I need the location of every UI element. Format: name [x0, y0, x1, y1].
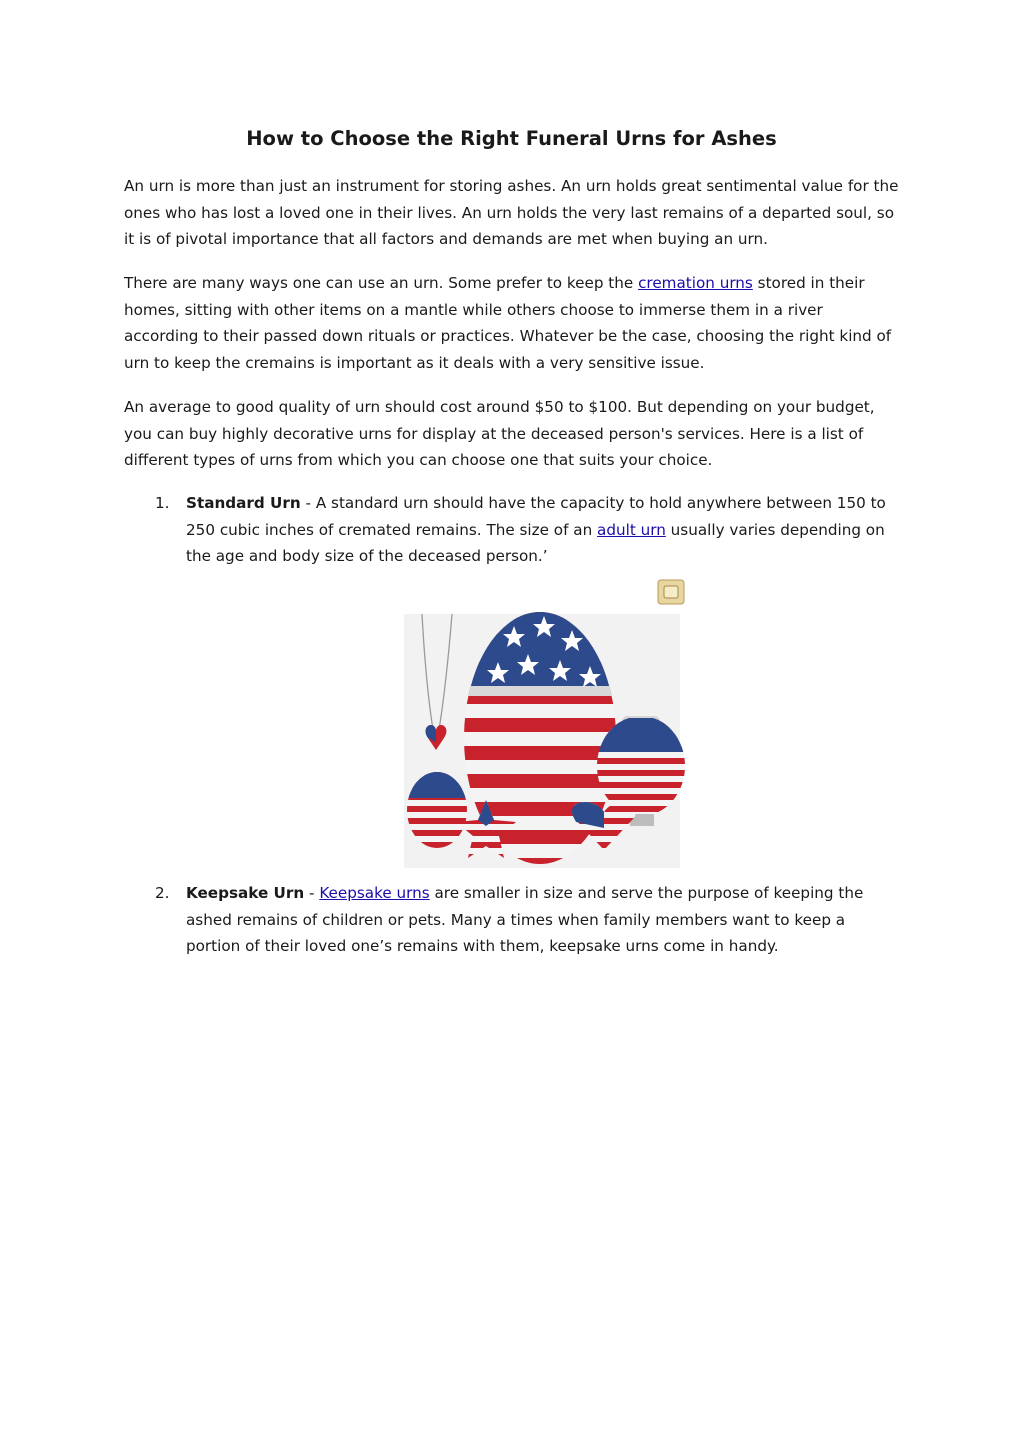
list-item-term: Standard Urn — [186, 494, 301, 512]
list-item-separator: - — [300, 494, 316, 512]
list-item-text-after: usually varies depending on the age and body size of the deceased person.’ — [186, 520, 885, 566]
page-title: How to Choose the Right Funeral Urns for Ashes — [246, 127, 777, 150]
list-item-term: Keepsake Urn — [186, 884, 305, 902]
usage-text-before: There are many ways one can use an urn. Some prefer to keep the — [124, 274, 639, 292]
usage-text-after: stored in their homes, sitting with other items on a mantle while others choose to immerse them in a river according to their passed down rituals or practices. Whatever be the case, choosing the right kind of urn to keep the cremains is important as it deals with a very sensitive issue. — [124, 274, 892, 372]
list-item-keepsake-urn — [124, 880, 900, 960]
list-item-body — [186, 490, 900, 570]
cost-paragraph: An average to good quality of urn should cost around $50 to $100. But depending on your budget, you can buy highly decorative urns for display at the deceased person's services. Here is a list of different types of urns from which you can choose one that suits your choice. — [124, 398, 875, 470]
list-item-text-after: are smaller in size and serve the purpose of keeping the ashed remains of children or pets. Many a times when family members want to keep a portion of their loved one’s remains with them, keepsake urns come in handy. — [186, 884, 864, 956]
list-number: 2. — [155, 884, 170, 902]
intro-paragraph: An urn is more than just an instrument for storing ashes. An urn holds great sentimental value for the ones who has lost a loved one in their lives. An urn holds the very last remains of a departed soul, so it is of pivotal importance that all factors and demands are met when buying an urn. — [124, 177, 899, 249]
american-flag-urns-image — [404, 578, 688, 868]
list-item-separator: - — [304, 884, 320, 902]
list-item-body — [186, 880, 900, 960]
adult-urn-link[interactable]: adult urn — [597, 520, 666, 539]
list-item-standard-urn — [124, 490, 900, 570]
list-item-text-before: A standard urn should have the capacity to hold anywhere between 150 to 250 cubic inches of cremated remains. The size of an — [186, 494, 886, 539]
list-number: 1. — [155, 494, 170, 512]
keepsake-urns-link[interactable]: Keepsake urns — [319, 884, 430, 902]
cremation-urns-link[interactable]: cremation urns — [638, 274, 753, 292]
usage-paragraph — [124, 270, 900, 376]
